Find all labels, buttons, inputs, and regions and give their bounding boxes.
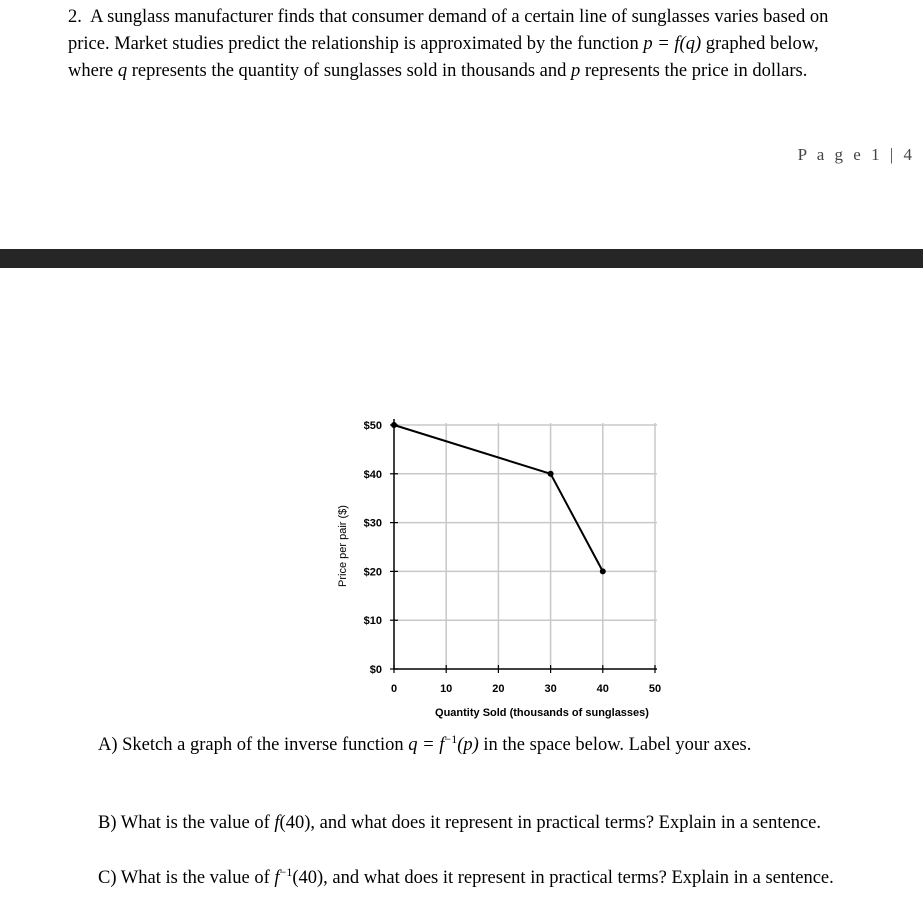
function-notation: p = f(q): [643, 34, 702, 54]
x-tick-label: 40: [596, 683, 609, 695]
question-b: B) What is the value of f(40), and what does it represent in practical terms? Explain in a sentence.: [98, 813, 821, 833]
y-tick-label: $20: [363, 566, 382, 579]
chart-grid: [394, 423, 657, 669]
problem-line-1: [68, 4, 908, 31]
chart-axes: [394, 419, 657, 669]
y-tick-label: $40: [363, 468, 382, 481]
x-tick-label: 10: [440, 683, 453, 695]
page-number: P a g e 1 | 4: [797, 145, 915, 164]
demand-chart: [330, 410, 670, 730]
problem-line-3: where q represents the quantity of sunglasses sold in thousands and p represents the price in dollars.: [68, 61, 808, 81]
x-tick-label: 0: [390, 683, 398, 695]
y-tick-label: $50: [363, 420, 382, 432]
x-tick-label: 20: [492, 683, 505, 695]
data-point: [391, 422, 397, 428]
problem-number: 2.: [68, 7, 82, 27]
y-tick-label: $10: [363, 615, 382, 628]
problem-statement: [68, 4, 908, 85]
x-axis-label: Quantity Sold (thousands of sunglasses): [435, 707, 649, 719]
y-axis-label: Price per pair ($): [337, 505, 349, 587]
y-tick-label: $0: [369, 664, 382, 676]
chart-svg: [330, 410, 670, 730]
problem-line-2: price. Market studies predict the relationship is approximated by the function p = f(q) graphed below,: [68, 34, 819, 54]
problem-text: A sunglass manufacturer finds that consumer demand of a certain line of sunglasses varies based on: [90, 7, 829, 27]
y-tick-label: $30: [363, 517, 382, 530]
x-tick-label: 50: [648, 683, 662, 695]
data-point: [600, 568, 606, 574]
page-separator: [0, 249, 923, 268]
question-c: C) What is the value of $f^{-1}(40)$, and what does it represent in practical terms? Explain in a sentence.: [98, 865, 834, 889]
x-tick-label: 30: [544, 683, 557, 695]
data-point: [548, 471, 554, 477]
question-a: A) Sketch a graph of the inverse function $q = f^{-1}(p)$ in the space below. Label your axes.: [98, 732, 752, 756]
